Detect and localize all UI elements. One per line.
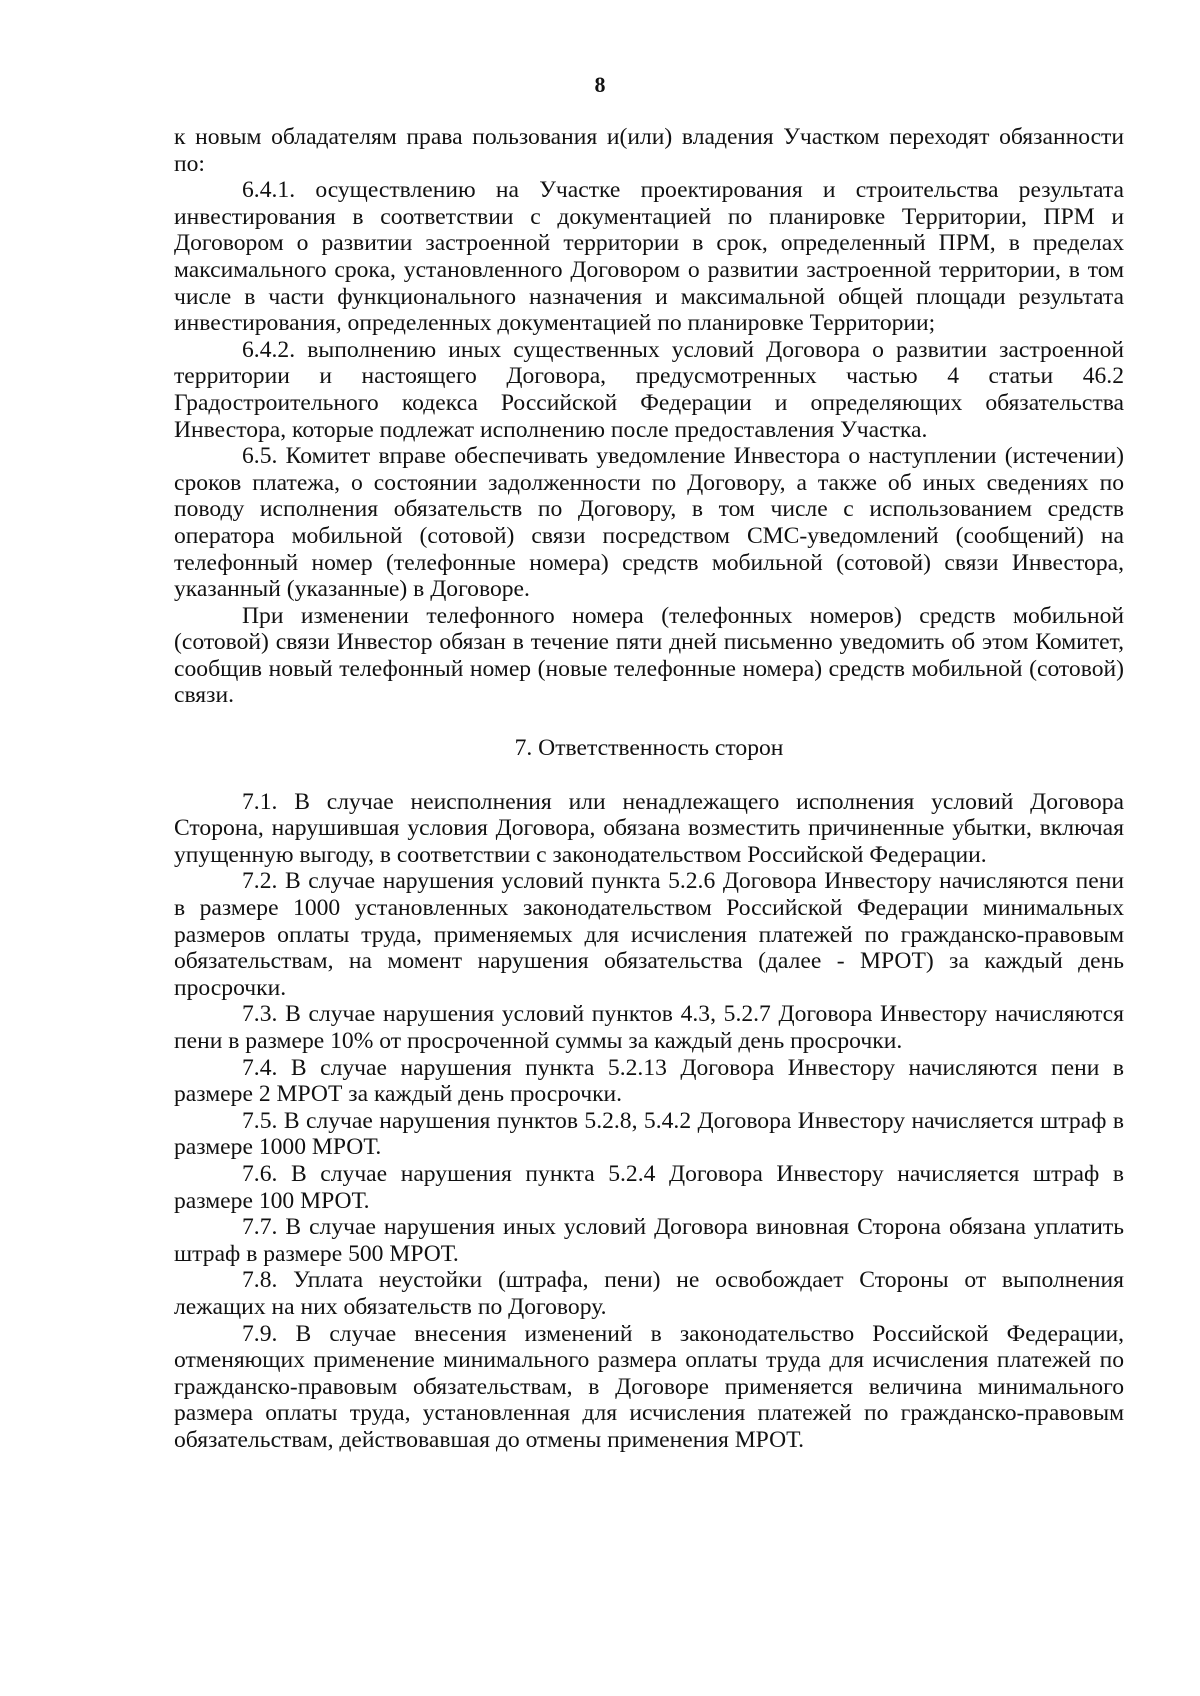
paragraph-6-4-2: 6.4.2. выполнению иных существенных условий Договора о развитии застроенной территории и настоящего Договора, предусмотренных частью 4 статьи 46.2 Градостроительного кодекса Российской Федерации и определяющих обязательства Инвестора, которые подлежат исполнению после предоставления Участка. [174, 336, 1124, 443]
paragraph-7-9: 7.9. В случае внесения изменений в законодательство Российской Федерации, отменяющих применение минимального размера оплаты труда для исчисления платежей по гражданско-правовым обязательствам, в Договоре применяется величина минимального размера оплаты труда, установленная для исчисления платежей по гражданско-правовым обязательствам, действовавшая до отмены применения МРОТ. [174, 1320, 1124, 1453]
paragraph-6-5-phone-change: При изменении телефонного номера (телефонных номеров) средств мобильной (сотовой) связи Инвестор обязан в течение пяти дней письменно уведомить об этом Комитет, сообщив новый телефонный номер (новые телефонные номера) средств мобильной (сотовой) связи. [174, 602, 1124, 709]
paragraph-7-4: 7.4. В случае нарушения пункта 5.2.13 Договора Инвестору начисляются пени в размере 2 МРОТ за каждый день просрочки. [174, 1054, 1124, 1108]
paragraph-6-4-intro: к новым обладателям права пользования и(или) владения Участком переходят обязанности по: [174, 124, 1124, 177]
document-body [174, 124, 1124, 1454]
paragraph-7-3: 7.3. В случае нарушения условий пунктов 4.3, 5.2.7 Договора Инвестору начисляются пени в размере 10% от просроченной суммы за каждый день просрочки. [174, 1001, 1124, 1054]
paragraph-7-8: 7.8. Уплата неустойки (штрафа, пени) не освобождает Стороны от выполнения лежащих на них обязательств по Договору. [174, 1267, 1124, 1320]
section-7-heading: 7. Ответственность сторон [514, 735, 784, 762]
page-number: 8 [594, 72, 606, 97]
paragraph-7-7: 7.7. В случае нарушения иных условий Договора виновная Сторона обязана уплатить штраф в размере 500 МРОТ. [174, 1214, 1124, 1267]
paragraph-7-5: 7.5. В случае нарушения пунктов 5.2.8, 5.4.2 Договора Инвестору начисляется штраф в размере 1000 МРОТ. [174, 1107, 1124, 1161]
paragraph-6-5: 6.5. Комитет вправе обеспечивать уведомление Инвестора о наступлении (истечении) сроков платежа, о состоянии задолженности по Договору, а также об иных сведениях по поводу исполнения обязательств по Договору, в том числе с использованием средств оператора мобильной (сотовой) связи посредством СМС-уведомлений (сообщений) на телефонный номер (телефонные номера) средств мобильной (сотовой) связи Инвестора, указанный (указанные) в Договоре. [174, 443, 1124, 603]
paragraph-7-2: 7.2. В случае нарушения условий пункта 5.2.6 Договора Инвестору начисляются пени в размере 1000 установленных законодательством Российской Федерации минимальных размеров оплаты труда, применяемых для исчисления платежей по гражданско-правовым обязательствам, на момент нарушения обязательства (далее - МРОТ) за каждый день просрочки. [174, 868, 1124, 1001]
paragraph-6-4-1: 6.4.1. осуществлению на Участке проектирования и строительства результата инвестирования в соответствии с документацией по планировке Территории, ПРМ и Договором о развитии застроенной территории в срок, определенный ПРМ, в пределах максимального срока, установленного Договором о развитии застроенной территории, в том числе в части функционального назначения и максимальной общей площади результата инвестирования, определенных документацией по планировке Территории; [174, 177, 1124, 337]
paragraph-7-1: 7.1. В случае неисполнения или ненадлежащего исполнения условий Договора Сторона, нарушившая условия Договора, обязана возместить причиненные убытки, включая упущенную выгоду, в соответствии с законодательством Российской Федерации. [174, 788, 1124, 868]
paragraph-7-6: 7.6. В случае нарушения пункта 5.2.4 Договора Инвестору начисляется штраф в размере 100 МРОТ. [174, 1160, 1124, 1214]
